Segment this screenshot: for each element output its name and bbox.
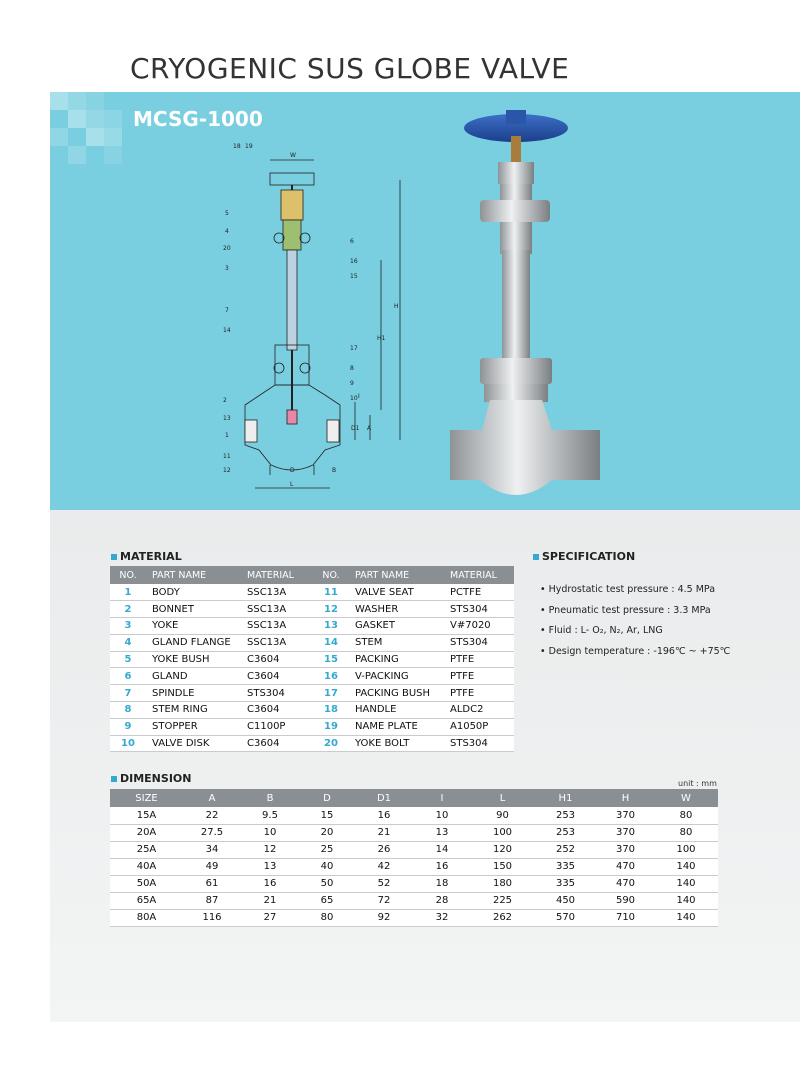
value-cell: 26 — [355, 841, 413, 858]
table-row — [110, 909, 718, 926]
callout: H — [394, 303, 399, 310]
column-header: B — [241, 789, 299, 807]
value-cell: 116 — [183, 909, 241, 926]
column-header: H — [597, 789, 654, 807]
column-header: MATERIAL — [444, 566, 514, 584]
table-row — [110, 702, 514, 719]
part-number: 19 — [313, 718, 349, 735]
part-material: C1100P — [241, 718, 313, 735]
column-header: H1 — [534, 789, 597, 807]
value-cell: 335 — [534, 875, 597, 892]
callout: 18 — [233, 143, 241, 150]
part-name: VALVE SEAT — [349, 584, 444, 601]
value-cell: 120 — [471, 841, 534, 858]
value-cell: 42 — [355, 858, 413, 875]
size-cell: 25A — [110, 841, 183, 858]
table-row — [110, 892, 718, 909]
value-cell: 27.5 — [183, 824, 241, 841]
table-row — [110, 601, 514, 618]
value-cell: 50 — [299, 875, 355, 892]
value-cell: 253 — [534, 824, 597, 841]
part-number: 15 — [313, 651, 349, 668]
callout: A — [367, 425, 372, 432]
callout: D1 — [351, 425, 360, 432]
spec-item: • Pneumatic test pressure : 3.3 MPa — [540, 605, 730, 626]
value-cell: 370 — [597, 807, 654, 824]
part-number: 12 — [313, 601, 349, 618]
specification-heading: SPECIFICATION — [533, 550, 635, 563]
callout: 7 — [225, 307, 229, 314]
part-material: STS304 — [241, 685, 313, 702]
callout: 13 — [223, 415, 231, 422]
value-cell: 262 — [471, 909, 534, 926]
value-cell: 20 — [299, 824, 355, 841]
value-cell: 28 — [413, 892, 471, 909]
specification-list — [540, 584, 730, 666]
value-cell: 470 — [597, 858, 654, 875]
part-name: VALVE DISK — [146, 735, 241, 752]
part-number: 10 — [110, 735, 146, 752]
model-label: MCSG-1000 — [133, 107, 263, 131]
value-cell: 570 — [534, 909, 597, 926]
dimension-table — [110, 789, 718, 927]
part-material: C3604 — [241, 735, 313, 752]
size-cell: 15A — [110, 807, 183, 824]
callout: 20 — [223, 245, 231, 252]
value-cell: 370 — [597, 841, 654, 858]
value-cell: 710 — [597, 909, 654, 926]
value-cell: 450 — [534, 892, 597, 909]
part-number: 1 — [110, 584, 146, 601]
value-cell: 150 — [471, 858, 534, 875]
value-cell: 13 — [241, 858, 299, 875]
part-name: SPINDLE — [146, 685, 241, 702]
callout: 3 — [225, 265, 229, 272]
table-row — [110, 618, 514, 635]
column-header: I — [413, 789, 471, 807]
callout: 16 — [350, 258, 358, 265]
column-header: NO. — [313, 566, 349, 584]
column-header: SIZE — [110, 789, 183, 807]
part-name: BONNET — [146, 601, 241, 618]
value-cell: 15 — [299, 807, 355, 824]
part-material: V#7020 — [444, 618, 514, 635]
column-header: MATERIAL — [241, 566, 313, 584]
material-heading: MATERIAL — [111, 550, 182, 563]
table-row — [110, 651, 514, 668]
column-header: D1 — [355, 789, 413, 807]
table-row — [110, 685, 514, 702]
size-cell: 50A — [110, 875, 183, 892]
value-cell: 80 — [654, 807, 718, 824]
callout: 17 — [350, 345, 358, 352]
spec-item: • Fluid : L- O₂, N₂, Ar, LNG — [540, 625, 730, 646]
part-material: PTFE — [444, 668, 514, 685]
part-number: 20 — [313, 735, 349, 752]
part-name: GASKET — [349, 618, 444, 635]
callout: 19 — [245, 143, 253, 150]
callout: 14 — [223, 327, 231, 334]
part-name: GLAND FLANGE — [146, 634, 241, 651]
value-cell: 335 — [534, 858, 597, 875]
size-cell: 65A — [110, 892, 183, 909]
size-cell: 20A — [110, 824, 183, 841]
value-cell: 52 — [355, 875, 413, 892]
callout: 15 — [350, 273, 358, 280]
callout: D — [290, 467, 295, 474]
column-header: D — [299, 789, 355, 807]
callout: 5 — [225, 210, 229, 217]
value-cell: 92 — [355, 909, 413, 926]
callout: W — [290, 152, 296, 159]
callout: H1 — [377, 335, 386, 342]
size-cell: 40A — [110, 858, 183, 875]
part-material: STS304 — [444, 601, 514, 618]
callout: 8 — [350, 365, 354, 372]
callout: B — [332, 467, 337, 474]
callout: I — [358, 393, 360, 400]
value-cell: 49 — [183, 858, 241, 875]
part-material: C3604 — [241, 668, 313, 685]
value-cell: 65 — [299, 892, 355, 909]
part-number: 3 — [110, 618, 146, 635]
part-name: STEM — [349, 634, 444, 651]
column-header: A — [183, 789, 241, 807]
value-cell: 12 — [241, 841, 299, 858]
value-cell: 100 — [654, 841, 718, 858]
spec-item: • Design temperature : -196℃ ~ +75℃ — [540, 646, 730, 667]
value-cell: 470 — [597, 875, 654, 892]
part-name: PACKING BUSH — [349, 685, 444, 702]
table-row — [110, 735, 514, 752]
table-row — [110, 718, 514, 735]
value-cell: 22 — [183, 807, 241, 824]
unit-label: unit : mm — [678, 779, 717, 788]
value-cell: 34 — [183, 841, 241, 858]
part-name: YOKE BUSH — [146, 651, 241, 668]
part-material: SSC13A — [241, 584, 313, 601]
callout: 9 — [350, 380, 354, 387]
part-number: 7 — [110, 685, 146, 702]
table-row — [110, 824, 718, 841]
column-header: PART NAME — [349, 566, 444, 584]
value-cell: 253 — [534, 807, 597, 824]
table-row — [110, 668, 514, 685]
part-name: YOKE — [146, 618, 241, 635]
value-cell: 140 — [654, 875, 718, 892]
part-number: 4 — [110, 634, 146, 651]
column-header: W — [654, 789, 718, 807]
column-header: NO. — [110, 566, 146, 584]
value-cell: 25 — [299, 841, 355, 858]
table-row — [110, 634, 514, 651]
part-number: 11 — [313, 584, 349, 601]
part-material: SSC13A — [241, 618, 313, 635]
value-cell: 40 — [299, 858, 355, 875]
value-cell: 225 — [471, 892, 534, 909]
value-cell: 140 — [654, 892, 718, 909]
part-number: 8 — [110, 702, 146, 719]
dimension-heading: DIMENSION — [111, 772, 191, 785]
value-cell: 32 — [413, 909, 471, 926]
part-material: ALDC2 — [444, 702, 514, 719]
value-cell: 14 — [413, 841, 471, 858]
part-name: YOKE BOLT — [349, 735, 444, 752]
callout: 1 — [225, 432, 229, 439]
valve-cross-section-drawing — [215, 140, 415, 500]
part-number: 9 — [110, 718, 146, 735]
part-material: STS304 — [444, 634, 514, 651]
part-material: SSC13A — [241, 634, 313, 651]
page-title: CRYOGENIC SUS GLOBE VALVE — [130, 52, 570, 85]
part-number: 14 — [313, 634, 349, 651]
column-header: PART NAME — [146, 566, 241, 584]
callout: 6 — [350, 238, 354, 245]
part-material: A1050P — [444, 718, 514, 735]
value-cell: 16 — [413, 858, 471, 875]
value-cell: 72 — [355, 892, 413, 909]
part-name: PACKING — [349, 651, 444, 668]
callout: 4 — [225, 228, 229, 235]
part-material: PTFE — [444, 651, 514, 668]
part-number: 5 — [110, 651, 146, 668]
value-cell: 10 — [413, 807, 471, 824]
part-material: C3604 — [241, 651, 313, 668]
callout: 11 — [223, 453, 231, 460]
value-cell: 80 — [299, 909, 355, 926]
table-row — [110, 807, 718, 824]
part-name: WASHER — [349, 601, 444, 618]
value-cell: 100 — [471, 824, 534, 841]
value-cell: 16 — [241, 875, 299, 892]
value-cell: 21 — [241, 892, 299, 909]
table-row — [110, 841, 718, 858]
part-material: PCTFE — [444, 584, 514, 601]
part-number: 18 — [313, 702, 349, 719]
part-name: V-PACKING — [349, 668, 444, 685]
value-cell: 13 — [413, 824, 471, 841]
part-material: PTFE — [444, 685, 514, 702]
part-name: STOPPER — [146, 718, 241, 735]
part-name: BODY — [146, 584, 241, 601]
value-cell: 27 — [241, 909, 299, 926]
callout: 2 — [223, 397, 227, 404]
value-cell: 140 — [654, 909, 718, 926]
value-cell: 370 — [597, 824, 654, 841]
column-header: L — [471, 789, 534, 807]
part-name: NAME PLATE — [349, 718, 444, 735]
value-cell: 10 — [241, 824, 299, 841]
callout: 10 — [350, 395, 358, 402]
table-row — [110, 875, 718, 892]
part-number: 2 — [110, 601, 146, 618]
value-cell: 180 — [471, 875, 534, 892]
value-cell: 90 — [471, 807, 534, 824]
valve-photo — [440, 100, 780, 500]
part-material: C3604 — [241, 702, 313, 719]
material-table — [110, 566, 514, 752]
value-cell: 87 — [183, 892, 241, 909]
value-cell: 18 — [413, 875, 471, 892]
value-cell: 590 — [597, 892, 654, 909]
size-cell: 80A — [110, 909, 183, 926]
table-row — [110, 858, 718, 875]
value-cell: 252 — [534, 841, 597, 858]
part-material: STS304 — [444, 735, 514, 752]
part-number: 16 — [313, 668, 349, 685]
part-name: GLAND — [146, 668, 241, 685]
value-cell: 16 — [355, 807, 413, 824]
part-name: HANDLE — [349, 702, 444, 719]
part-number: 13 — [313, 618, 349, 635]
value-cell: 140 — [654, 858, 718, 875]
part-number: 6 — [110, 668, 146, 685]
value-cell: 61 — [183, 875, 241, 892]
callout: L — [290, 481, 294, 488]
value-cell: 9.5 — [241, 807, 299, 824]
table-row — [110, 584, 514, 601]
callout: 12 — [223, 467, 231, 474]
part-material: SSC13A — [241, 601, 313, 618]
value-cell: 80 — [654, 824, 718, 841]
part-number: 17 — [313, 685, 349, 702]
spec-item: • Hydrostatic test pressure : 4.5 MPa — [540, 584, 730, 605]
part-name: STEM RING — [146, 702, 241, 719]
value-cell: 21 — [355, 824, 413, 841]
